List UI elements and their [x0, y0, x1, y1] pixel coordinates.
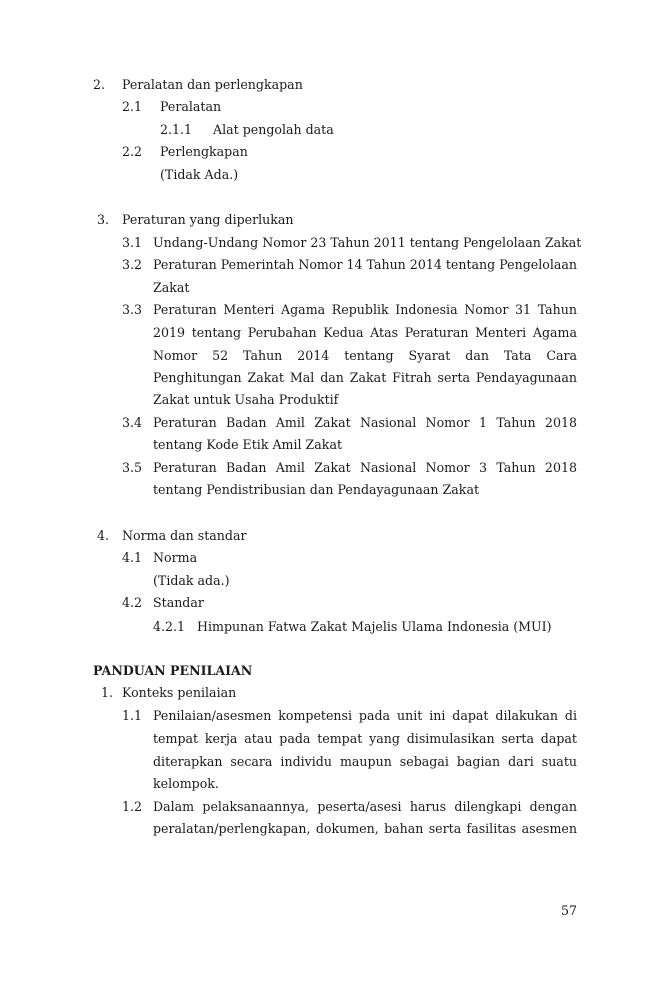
item-number: 1.2 [122, 799, 143, 814]
item-text-line: diterapkan secara individu maupun sebagai bagian dari suatu [153, 754, 577, 769]
item-text-line: Nomor 52 Tahun 2014 tentang Syarat dan Tata Cara [153, 348, 577, 363]
item-text-line: Zakat untuk Usaha Produktif [153, 392, 339, 407]
section-heading: PANDUAN PENILAIAN [93, 663, 253, 678]
section-number: 3. [97, 212, 110, 227]
item-text-line: Peraturan Pemerintah Nomor 14 Tahun 2014 tentang Pengelolaan [153, 257, 577, 272]
item-text-line: tentang Kode Etik Amil Zakat [153, 437, 343, 452]
item-text-line: Penghitungan Zakat Mal dan Zakat Fitrah serta Pendayagunaan [153, 370, 577, 385]
item-note: (Tidak Ada.) [160, 167, 239, 182]
section-number: 1. [101, 685, 114, 700]
item-number: 3.3 [122, 302, 143, 317]
item-number: 3.5 [122, 460, 143, 475]
page-number: 57 [561, 903, 578, 918]
item-number: 3.2 [122, 257, 143, 272]
item-title: Himpunan Fatwa Zakat Majelis Ulama Indonesia (MUI) [197, 619, 552, 634]
item-number: 2.1 [122, 99, 143, 114]
item-text-line: Penilaian/asesmen kompetensi pada unit ini dapat dilakukan di [153, 708, 577, 723]
item-title: Perlengkapan [160, 144, 248, 159]
item-text-line: Zakat [153, 280, 190, 295]
item-text-line: Peraturan Menteri Agama Republik Indonesia Nomor 31 Tahun [153, 302, 577, 317]
item-number: 4.1 [122, 550, 143, 565]
item-text-line: Peraturan Badan Amil Zakat Nasional Nomor 1 Tahun 2018 [153, 415, 577, 430]
section-title: Norma dan standar [122, 528, 247, 543]
item-text-line: kelompok. [153, 776, 219, 791]
item-text-line: Undang-Undang Nomor 23 Tahun 2011 tentang Pengelolaan Zakat [153, 235, 582, 250]
item-note: (Tidak ada.) [153, 573, 230, 588]
item-title: Norma [153, 550, 198, 565]
item-title: Standar [153, 595, 204, 610]
section-number: 2. [93, 77, 106, 92]
item-number: 2.2 [122, 144, 143, 159]
item-number: 2.1.1 [160, 122, 193, 137]
item-title: Alat pengolah data [213, 122, 334, 137]
item-number: 4.2 [122, 595, 143, 610]
section-title: Peralatan dan perlengkapan [122, 77, 303, 92]
item-text-line: tempat kerja atau pada tempat yang disimulasikan serta dapat [153, 731, 577, 746]
section-title: Peraturan yang diperlukan [122, 212, 294, 227]
item-text-line: peralatan/perlengkapan, dokumen, bahan serta fasilitas asesmen [153, 821, 577, 836]
item-text-line: Peraturan Badan Amil Zakat Nasional Nomor 3 Tahun 2018 [153, 460, 577, 475]
section-title: Konteks penilaian [122, 685, 237, 700]
item-number: 1.1 [122, 708, 143, 723]
section-number: 4. [97, 528, 110, 543]
item-text-line: 2019 tentang Perubahan Kedua Atas Peraturan Menteri Agama [153, 325, 577, 340]
item-title: Peralatan [160, 99, 222, 114]
item-number: 4.2.1 [153, 619, 186, 634]
item-number: 3.1 [122, 235, 143, 250]
item-text-line: Dalam pelaksanaannya, peserta/asesi harus dilengkapi dengan [153, 799, 577, 814]
item-number: 3.4 [122, 415, 143, 430]
item-text-line: tentang Pendistribusian dan Pendayagunaan Zakat [153, 482, 480, 497]
